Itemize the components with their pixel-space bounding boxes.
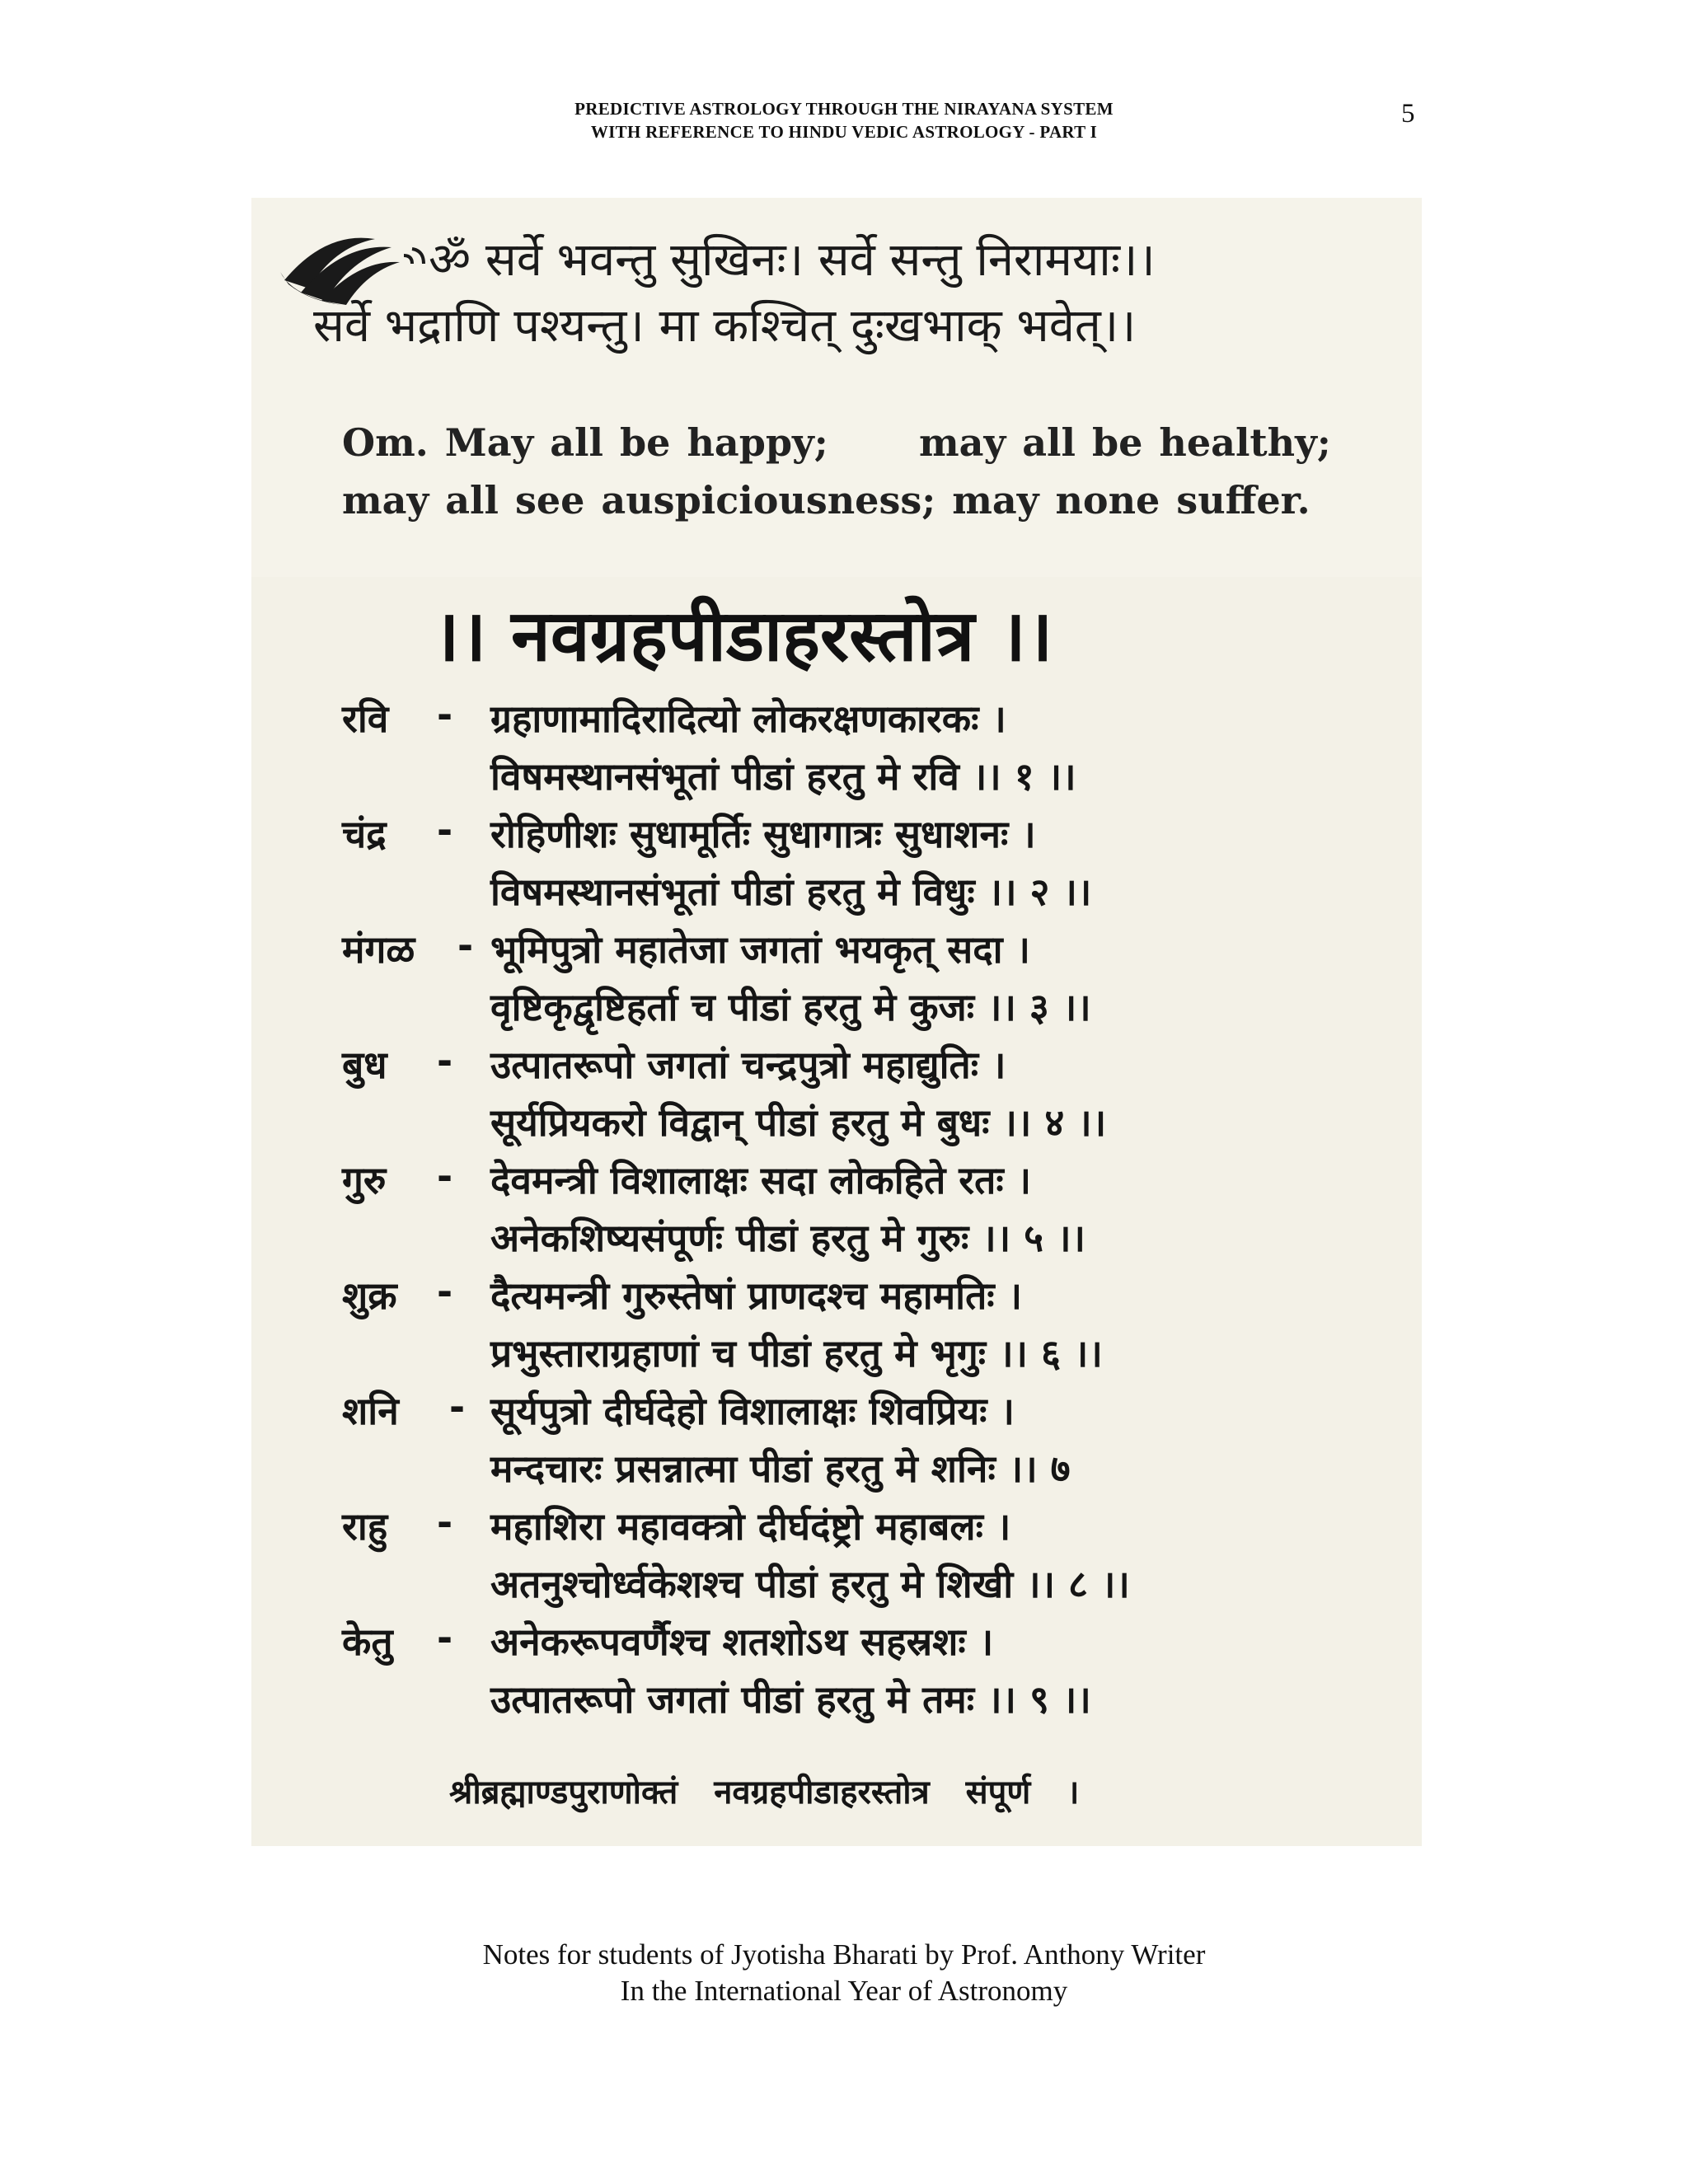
verse-6-name: शुक्र bbox=[342, 1273, 397, 1318]
page-footer bbox=[0, 1937, 1688, 2009]
verse-4-line-1: उत्पातरूपो जगतां चन्द्रपुत्रो महाद्युतिः । bbox=[490, 1043, 1006, 1087]
verse-8-sep: - bbox=[437, 1500, 453, 1544]
header-line-1: PREDICTIVE ASTROLOGY THROUGH THE NIRAYANA SYSTEM bbox=[574, 99, 1114, 119]
verse-3-line-1: भूमिपुत्रो महातेजा जगतां भयकृत् सदा । bbox=[490, 927, 1030, 972]
verse-2-sep: - bbox=[437, 808, 453, 852]
verse-9-name: केतु bbox=[342, 1619, 393, 1664]
page-number: 5 bbox=[1401, 99, 1415, 129]
page-header bbox=[0, 97, 1688, 143]
verse-1-sep: - bbox=[437, 692, 453, 737]
verse-2-line-2: विषमस्थानसंभूतां पीडां हरतु मे विधुः ।। २ ।। bbox=[490, 869, 1092, 914]
scanned-stotra-image bbox=[251, 198, 1422, 1846]
verse-7-line-1: सूर्यपुत्रो दीर्घदेहो विशालाक्षः शिवप्रियः । bbox=[490, 1389, 1015, 1433]
verse-5-line-2: अनेकशिष्यसंपूर्णः पीडां हरतु मे गुरुः ।। ५ ।। bbox=[490, 1216, 1085, 1260]
mantra-line-2: सर्वे भद्राणि पश्यन्तु। मा कश्चित् दुःखभाक् भवेत्।। bbox=[313, 299, 1137, 353]
verse-2-name: चंद्र bbox=[342, 812, 387, 856]
verse-7-name: शनि bbox=[342, 1389, 399, 1433]
stotra-colophon: श्रीब्रह्माण्डपुराणोक्तं नवग्रहपीडाहरस्तोत्र संपूर्ण । bbox=[449, 1774, 1080, 1811]
verse-6-sep: - bbox=[437, 1269, 453, 1314]
verse-3-line-2: वृष्टिकृद्वृष्टिहर्ता च पीडां हरतु मे कुजः ।। ३ ।। bbox=[490, 985, 1091, 1029]
verse-5-line-1: देवमन्त्री विशालाक्षः सदा लोकहिते रतः । bbox=[490, 1158, 1032, 1202]
verse-6-line-2: प्रभुस्ताराग्रहाणां च पीडां हरतु मे भृगुः ।। ६ ।। bbox=[490, 1331, 1103, 1376]
verse-6-line-1: दैत्यमन्त्री गुरुस्तेषां प्राणदश्च महामतिः । bbox=[490, 1273, 1023, 1318]
verse-9-line-1: अनेकरूपवर्णैश्च शतशोऽथ सहस्रशः । bbox=[490, 1619, 994, 1664]
verse-3-sep: - bbox=[457, 923, 474, 968]
translation-line-1a: Om. May all be happy; bbox=[342, 420, 828, 465]
footer-line-2: In the International Year of Astronomy bbox=[620, 1975, 1068, 2007]
verse-3-name: मंगळ bbox=[342, 927, 415, 972]
footer-line-1: Notes for students of Jyotisha Bharati by Prof. Anthony Writer bbox=[482, 1938, 1206, 1971]
verse-7-line-2: मन्दचारः प्रसन्नात्मा पीडां हरतु मे शनिः ।। ७ bbox=[490, 1446, 1071, 1491]
verse-8-name: राहु bbox=[342, 1504, 388, 1549]
verse-4-sep: - bbox=[437, 1038, 453, 1083]
translation-line-1b: may all be healthy; bbox=[919, 420, 1331, 465]
verse-2-line-1: रोहिणीशः सुधामूर्तिः सुधागात्रः सुधाशनः । bbox=[490, 812, 1036, 856]
verse-1-name: रवि bbox=[342, 696, 389, 741]
translation-line-2: may all see auspiciousness; may none suffer. bbox=[342, 478, 1311, 523]
verse-1-line-2: विषमस्थानसंभूतां पीडां हरतु मे रवि ।। १ ।। bbox=[490, 754, 1076, 799]
verse-9-sep: - bbox=[437, 1615, 453, 1660]
verse-4-name: बुध bbox=[342, 1043, 387, 1087]
verse-7-sep: - bbox=[449, 1385, 466, 1429]
mantra-line-1: ॐ सर्वे भवन्तु सुखिनः। सर्वे सन्तु निरामयाः।। bbox=[429, 233, 1156, 287]
header-line-2: WITH REFERENCE TO HINDU VEDIC ASTROLOGY - PART I bbox=[590, 122, 1098, 142]
verse-1-line-1: ग्रहाणामादिरादित्यो लोकरक्षणकारकः । bbox=[490, 696, 1006, 741]
verse-4-line-2: सूर्यप्रियकरो विद्वान् पीडां हरतु मे बुधः ।। ४ ।। bbox=[490, 1100, 1107, 1145]
verse-8-line-1: महाशिरा महावक्त्रो दीर्घदंष्ट्रो महाबलः । bbox=[490, 1504, 1011, 1549]
verse-5-name: गुरु bbox=[342, 1158, 387, 1202]
verse-9-line-2: उत्पातरूपो जगतां पीडां हरतु मे तमः ।। ९ ।। bbox=[490, 1677, 1091, 1722]
verse-5-sep: - bbox=[437, 1154, 453, 1198]
stotra-title: ।। नवग्रहपीडाहरस्तोत्र ।। bbox=[433, 595, 1053, 677]
verse-8-line-2: अतनुश्चोर्ध्वकेशश्च पीडां हरतु मे शिखी ।। ८ ।। bbox=[490, 1562, 1130, 1606]
